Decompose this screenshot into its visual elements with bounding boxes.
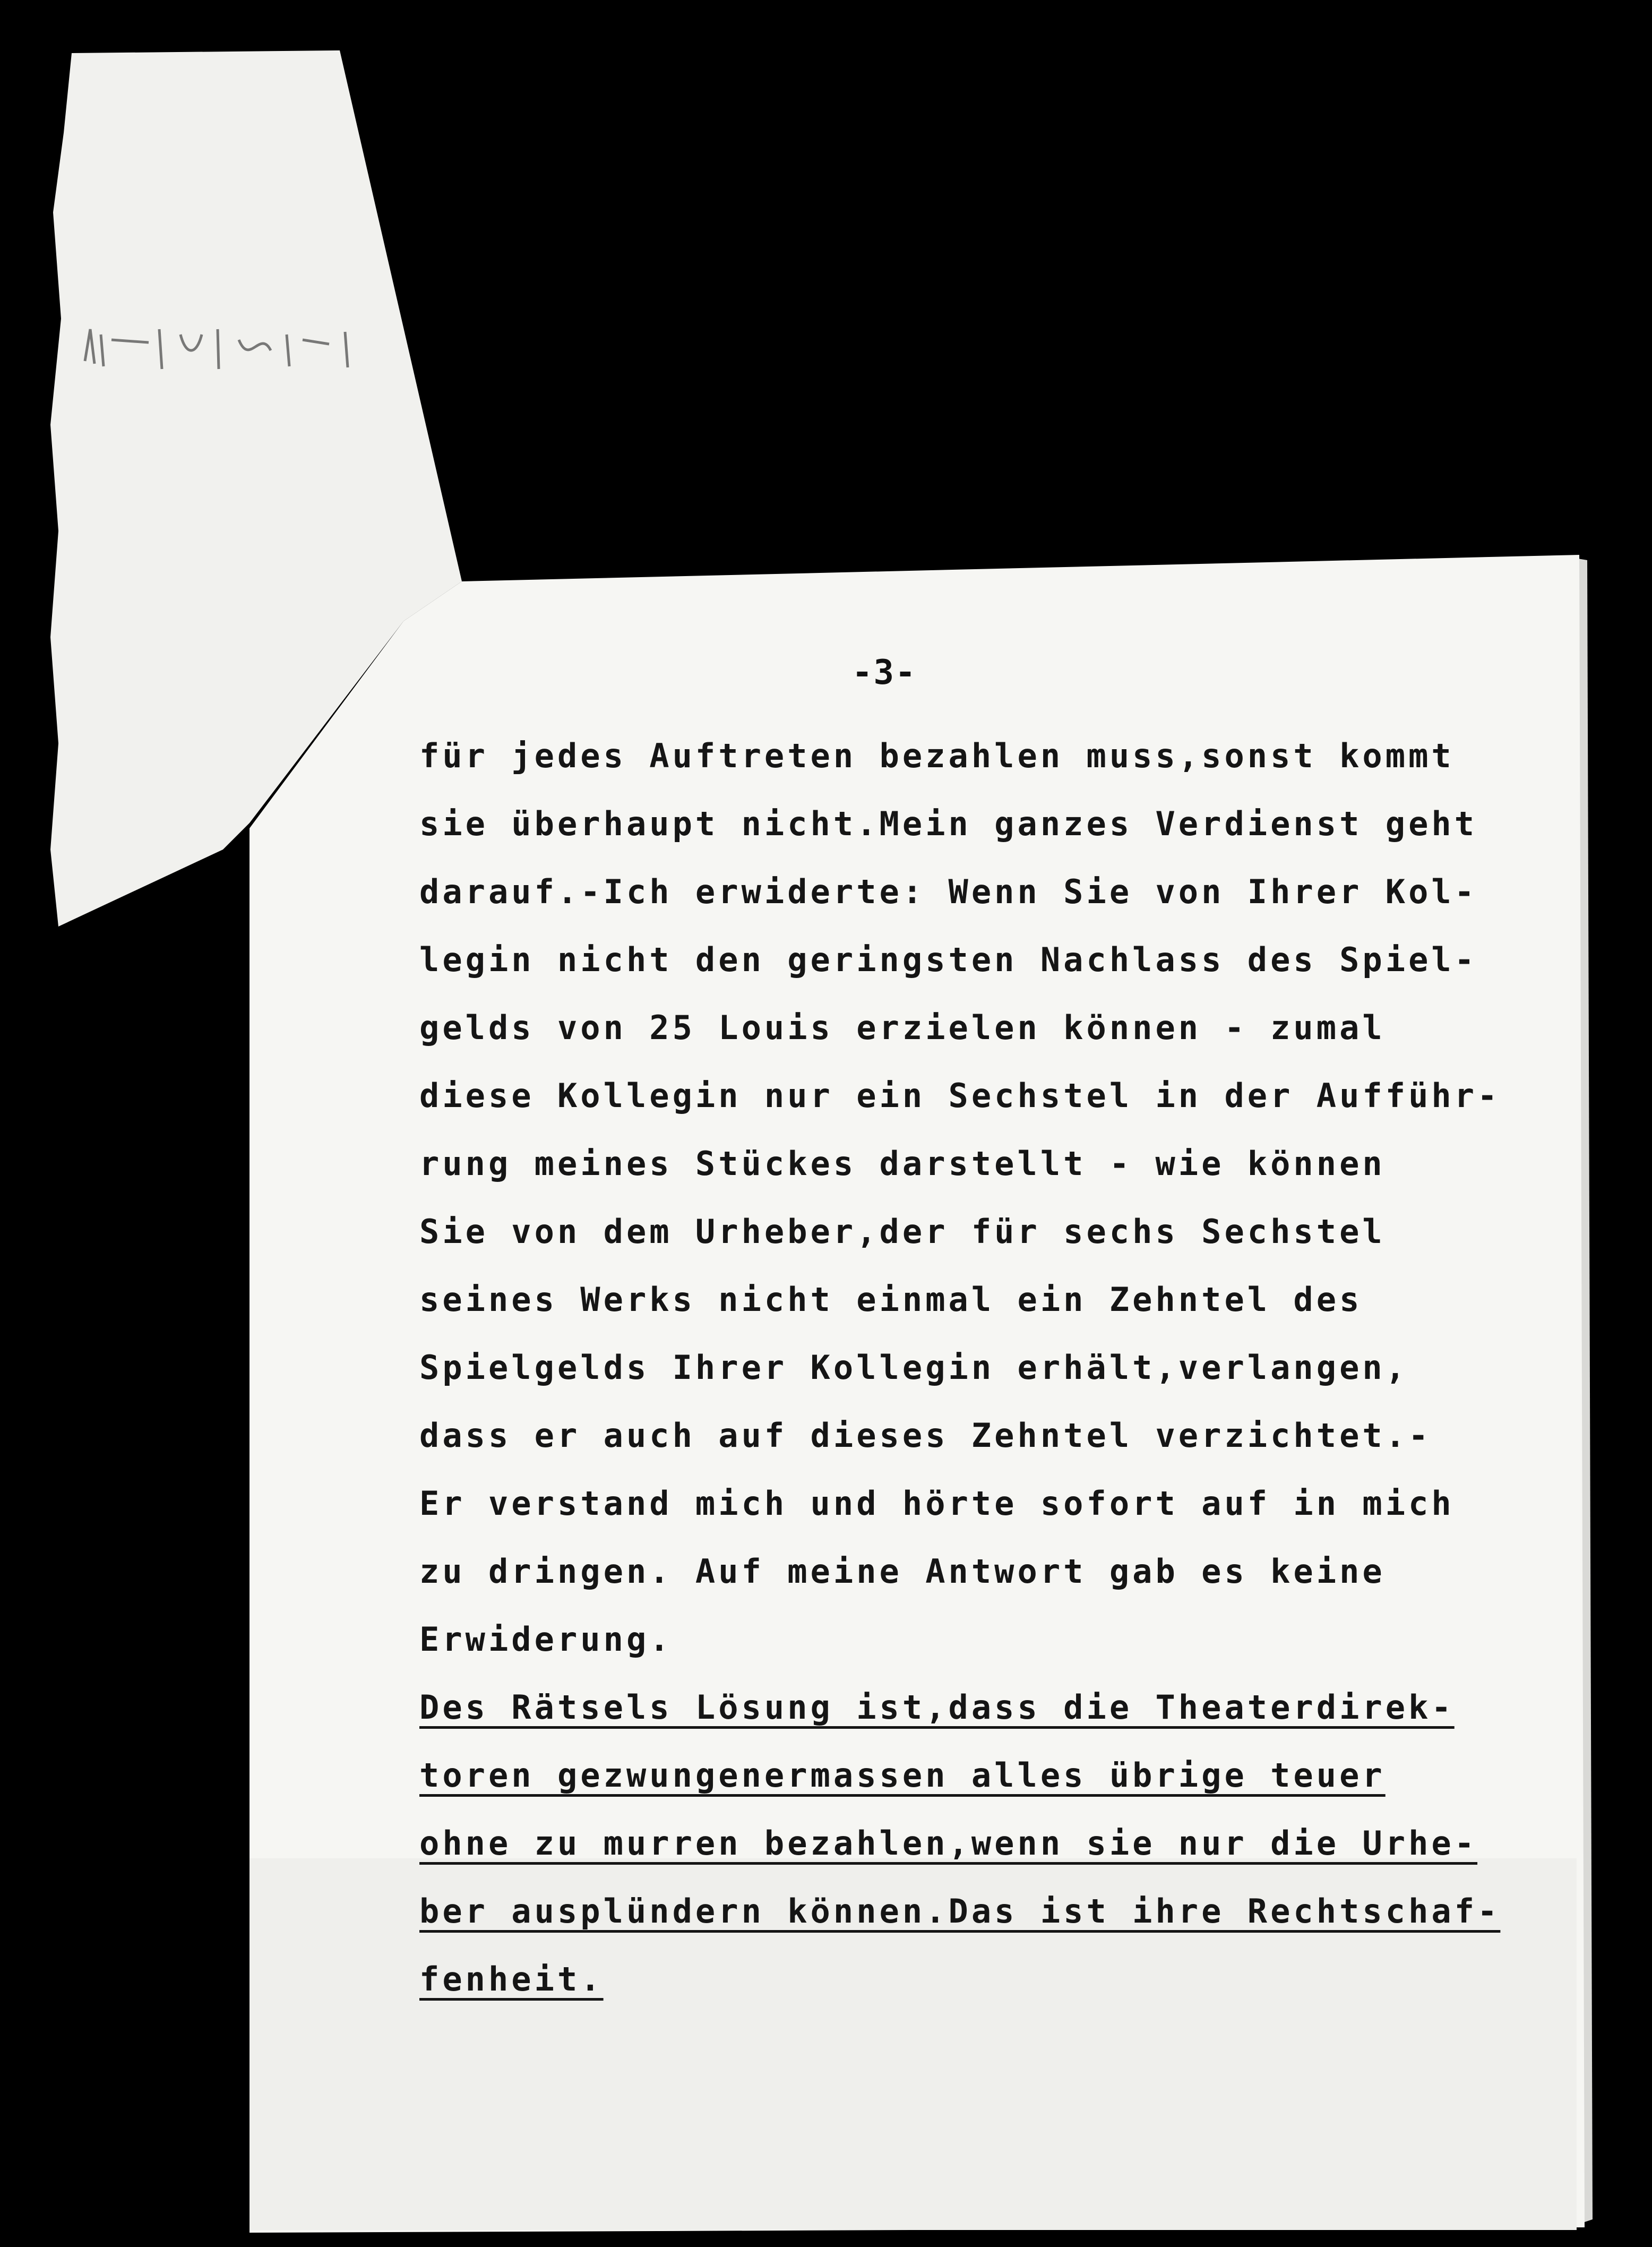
text-line: Des Rätsels Lösung ist,dass die Theaterdirek- xyxy=(419,1688,1455,1727)
text-line: Sie von dem Urheber,der für sechs Sechstel xyxy=(419,1212,1386,1251)
text-line: diese Kollegin nur ein Sechstel in der Aufführ- xyxy=(419,1076,1501,1115)
handwritten-note xyxy=(80,319,372,377)
text-line: zu dringen. Auf meine Antwort gab es keine xyxy=(419,1552,1386,1591)
text-line: ohne zu murren bezahlen,wenn sie nur die Urhe- xyxy=(419,1824,1478,1863)
text-line: Spielgelds Ihrer Kollegin erhält,verlangen, xyxy=(419,1348,1409,1387)
text-line: darauf.-Ich erwiderte: Wenn Sie von Ihrer Kol- xyxy=(419,872,1478,911)
typed-text-body xyxy=(419,722,1508,2013)
text-line: rung meines Stückes darstellt - wie können xyxy=(419,1144,1386,1183)
text-line: gelds von 25 Louis erzielen können - zumal xyxy=(419,1008,1386,1047)
text-line: Er verstand mich und hörte sofort auf in mich xyxy=(419,1484,1455,1523)
text-line: legin nicht den geringsten Nachlass des Spiel- xyxy=(419,940,1478,979)
text-line: dass er auch auf dieses Zehntel verzichtet.- xyxy=(419,1416,1432,1455)
text-line: sie überhaupt nicht.Mein ganzes Verdienst geht xyxy=(419,804,1478,843)
text-line: für jedes Auftreten bezahlen muss,sonst kommt xyxy=(419,736,1455,775)
text-line: Erwiderung. xyxy=(419,1620,673,1659)
text-line: seines Werks nicht einmal ein Zehntel des xyxy=(419,1280,1363,1319)
text-line: toren gezwungenermassen alles übrige teuer xyxy=(419,1756,1386,1795)
page-number: -3- xyxy=(852,653,917,692)
text-line: ber ausplündern können.Das ist ihre Rechtschaf- xyxy=(419,1892,1501,1931)
text-line: fenheit. xyxy=(419,1960,604,1999)
